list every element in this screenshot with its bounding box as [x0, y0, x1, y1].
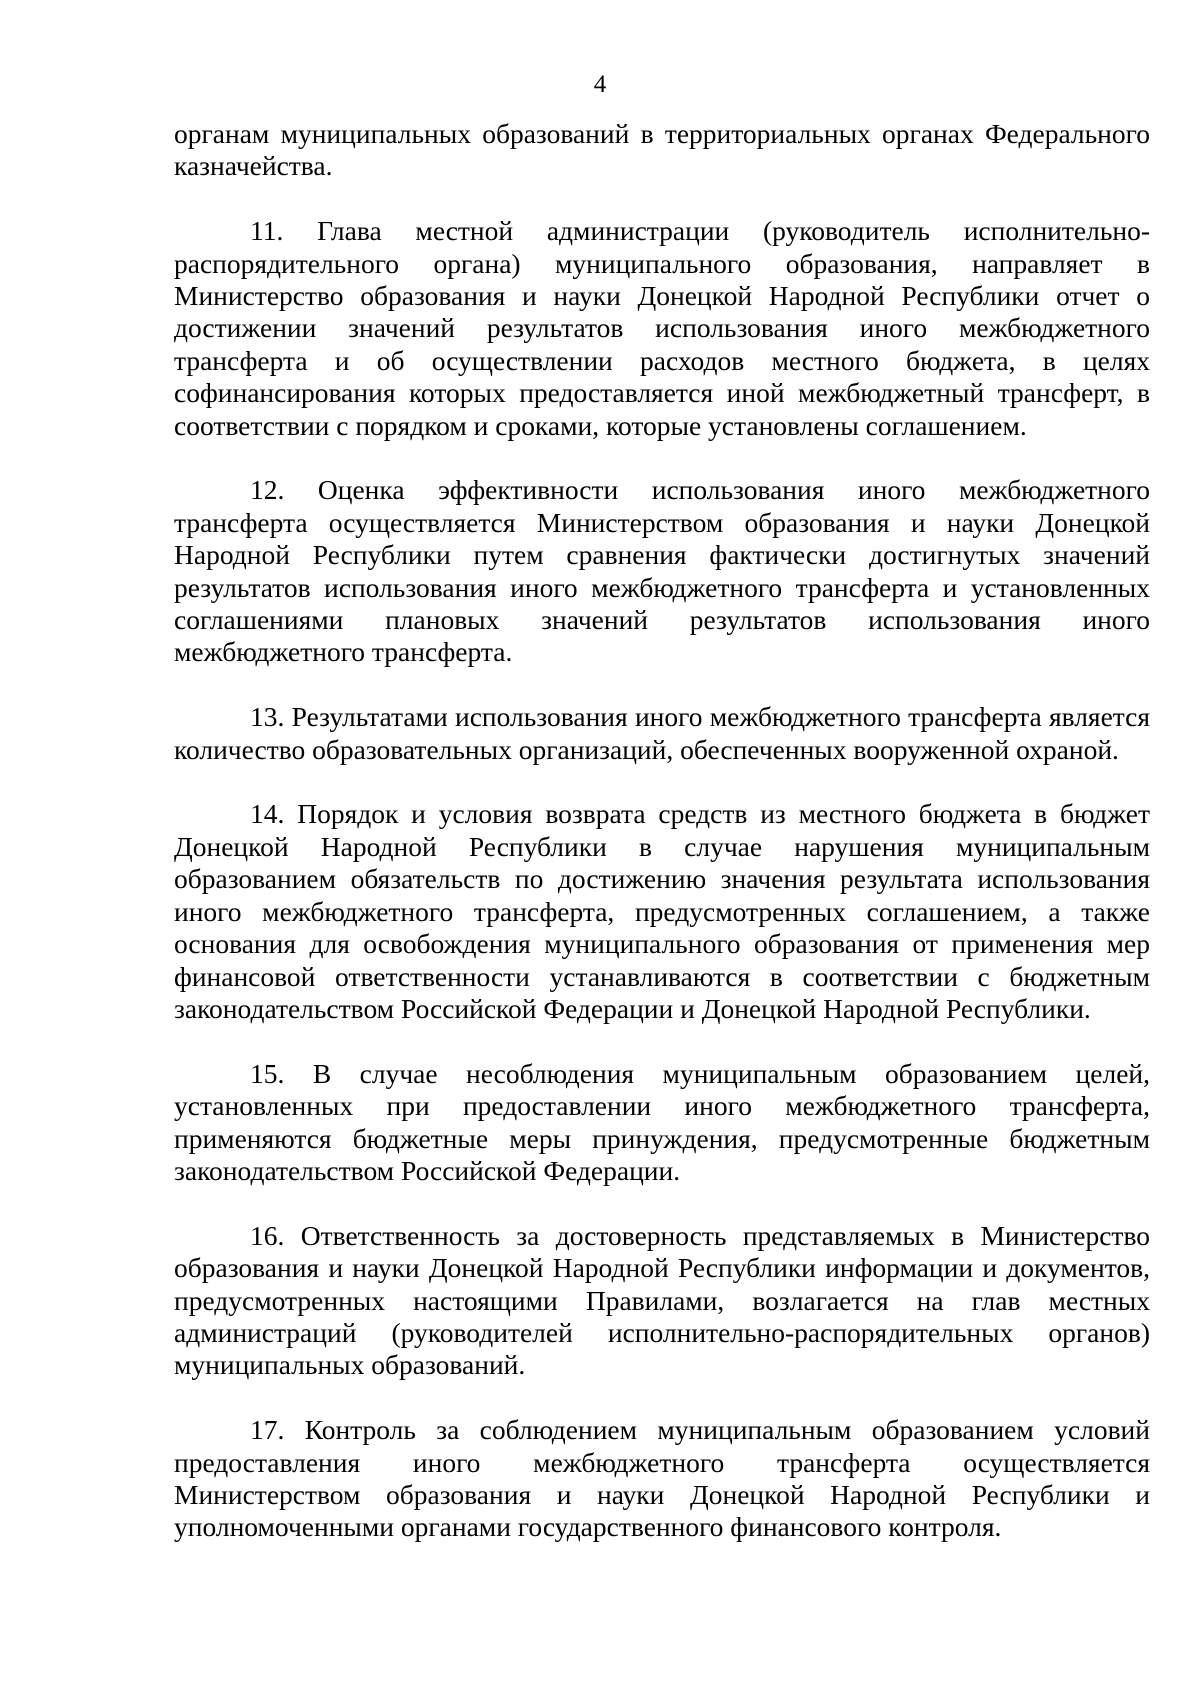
paragraph-12: 12. Оценка эффективности использования иного межбюджетного трансферта осуществляется Министерством образования и науки Донецкой Народной Республики путем сравнения фактически достигнутых значений результатов использования иного межбюджетного трансферта и установленных соглашениями плановых значений результатов использования иного межбюджетного трансферта. — [174, 474, 1150, 668]
page-number: 4 — [593, 71, 607, 98]
document-body — [174, 118, 1150, 1576]
paragraph-15: 15. В случае несоблюдения муниципальным образованием целей, установленных при предоставлении иного межбюджетного трансферта, применяются бюджетные меры принуждения, предусмотренные бюджетным законодательством Российской Федерации. — [174, 1057, 1150, 1186]
paragraph-continuation: органам муниципальных образований в территориальных органах Федерального казначейства. — [174, 118, 1150, 182]
paragraph-16: 16. Ответственность за достоверность представляемых в Министерство образования и науки Донецкой Народной Республики информации и документов, предусмотренных настоящими Правилами, возлагается на глав местных администраций (руководителей исполнительно-распорядительных органов) муниципальных образований. — [174, 1219, 1150, 1381]
paragraph-14: 14. Порядок и условия возврата средств из местного бюджета в бюджет Донецкой Народной Республики в случае нарушения муниципальным образованием обязательств по достижению значения результата использования иного межбюджетного трансферта, предусмотренных соглашением, а также основания для освобождения муниципального образования от применения мер финансовой ответственности устанавливаются в соответствии с бюджетным законодательством Российской Федерации и Донецкой Народной Республики. — [174, 798, 1150, 1024]
paragraph-17: 17. Контроль за соблюдением муниципальным образованием условий предоставления иного межбюджетного трансферта осуществляется Министерством образования и науки Донецкой Народной Республики и уполномоченными органами государственного финансового контроля. — [174, 1414, 1150, 1543]
paragraph-11: 11. Глава местной администрации (руководитель исполнительно-распорядительного органа) муниципального образования, направляет в Министерство образования и науки Донецкой Народной Республики отчет о достижении значений результатов использования иного межбюджетного трансферта и об осуществлении расходов местного бюджета, в целях софинансирования которых предоставляется иной межбюджетный трансферт, в соответствии с порядком и сроками, которые установлены соглашением. — [174, 215, 1150, 441]
paragraph-13: 13. Результатами использования иного межбюджетного трансферта является количество образовательных организаций, обеспеченных вооруженной охраной. — [174, 701, 1150, 765]
